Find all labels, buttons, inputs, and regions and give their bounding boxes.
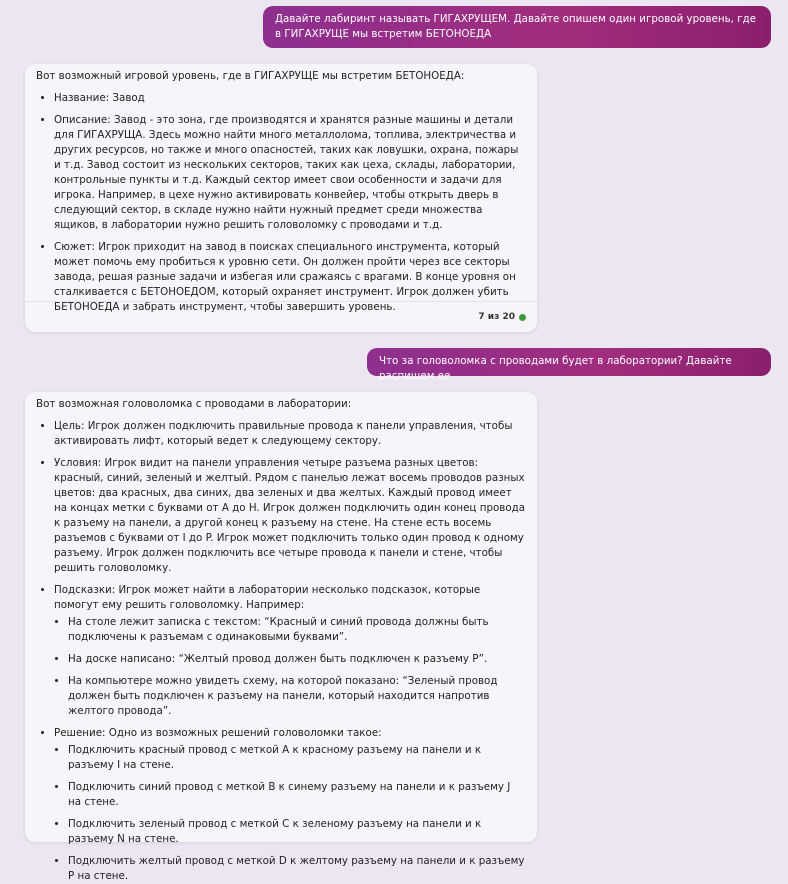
solution-step: • Подключить зеленый провод с меткой C к зеленому разъему на панели и к разъему N на стене. xyxy=(68,817,526,847)
solution-label: Решение: Одно из возможных решений головоломки такое: xyxy=(54,727,382,739)
solution-step: • Подключить красный провод с меткой A к красному разъему на панели и к разъему I на стене. xyxy=(68,743,526,773)
list-item-solution xyxy=(54,726,526,884)
bot-message-2 xyxy=(25,392,537,882)
bot-message-intro: Вот возможный игровой уровень, где в ГИГАХРУЩЕ мы встретим БЕТОНОЕДА: xyxy=(36,70,465,82)
list-item: • Описание: Завод - это зона, где производятся и хранятся разные машины и детали для ГИГАХРУЩА. Здесь можно найти много металлолома, топлива, электричества и других ресурсов, но также и много опасностей, таких как ловушки, охрана, пожары и т.д. Завод состоит из нескольких секторов, таких как цеха, склады, лаборатории, контрольные пункты и т.д. Каждый сектор имеет свои особенности и задачи для игрока. Например, в цехе нужно активировать конвейер, чтобы открыть дверь в следующий сектор, в складе нужно найти нужный предмет среди множества ящиков, в лаборатории нужно решить головоломку с проводами и т.д. xyxy=(54,113,526,233)
list-item: • Название: Завод xyxy=(54,91,526,106)
message-footer xyxy=(25,301,537,332)
bot-message-1 xyxy=(25,64,537,332)
user-message-2 xyxy=(367,348,771,382)
solution-step: • Подключить синий провод с меткой B к синему разъему на панели и к разъему J на стене. xyxy=(68,780,526,810)
status-dot-icon xyxy=(519,314,526,321)
solution-list xyxy=(54,743,526,884)
bot-message-intro: Вот возможная головоломка с проводами в лаборатории: xyxy=(36,398,352,410)
user-message-text: Что за головоломка с проводами будет в лаборатории? Давайте распишем ее xyxy=(379,355,732,382)
hint-item: • На столе лежит записка с текстом: “Красный и синий провода должны быть подключены к разъемам с одинаковыми буквами”. xyxy=(68,615,526,645)
user-message-text: Давайте лабиринт называть ГИГАХРУЩЕМ. Давайте опишем один игровой уровень, где в ГИГАХРУЩЕ мы встретим БЕТОНОЕДА xyxy=(275,13,757,40)
user-message-1 xyxy=(263,6,771,48)
turn-counter: 7 из 20 xyxy=(478,311,515,322)
hint-item: • На компьютере можно увидеть схему, на которой показано: “Зеленый провод должен быть подключен к разъему на панели, который находится напротив желтого провода”. xyxy=(68,674,526,719)
list-item-goal: • Цель: Игрок должен подключить правильные провода к панели управления, чтобы активировать лифт, который ведет к следующему сектору. xyxy=(54,419,526,449)
bot-message-list xyxy=(36,419,526,884)
list-item: • Сюжет: Игрок приходит на завод в поисках специального инструмента, который может помочь ему пробиться к уровню сети. Он должен пройти через все секторы завода, решая разные задачи и избегая или сражаясь с врагами. В конце уровня он сталкивается с БЕТОНОЕДОМ, который охраняет инструмент. Игрок должен убить БЕТОНОЕДА и забрать инструмент, чтобы завершить уровень. xyxy=(54,240,526,315)
bot-message-list xyxy=(36,91,526,315)
hints-label: Подсказки: Игрок может найти в лаборатории несколько подсказок, которые помогут ему решить головоломку. Например: xyxy=(54,584,481,611)
solution-step: • Подключить желтый провод с меткой D к желтому разъему на панели и к разъему P на стене. xyxy=(68,854,526,884)
hint-item: • На доске написано: “Желтый провод должен быть подключен к разъему P”. xyxy=(68,652,526,667)
list-item-conditions: • Условия: Игрок видит на панели управления четыре разъема разных цветов: красный, синий, зеленый и желтый. Рядом с панелью лежат восемь проводов разных цветов: два красных, два синих, два зеленых и два желтых. Каждый провод имеет на концах метки с буквами от A до H. Игрок должен подключить один конец провода к разъему на панели, а другой конец к разъему на стене. На стене есть восемь разъемов с буквами от I до P. Игрок может подключить только один провод к одному разъему. Игрок должен подключить все четыре провода к панели и стене, чтобы решить головоломку. xyxy=(54,456,526,576)
list-item-hints xyxy=(54,583,526,719)
hints-list xyxy=(54,615,526,719)
